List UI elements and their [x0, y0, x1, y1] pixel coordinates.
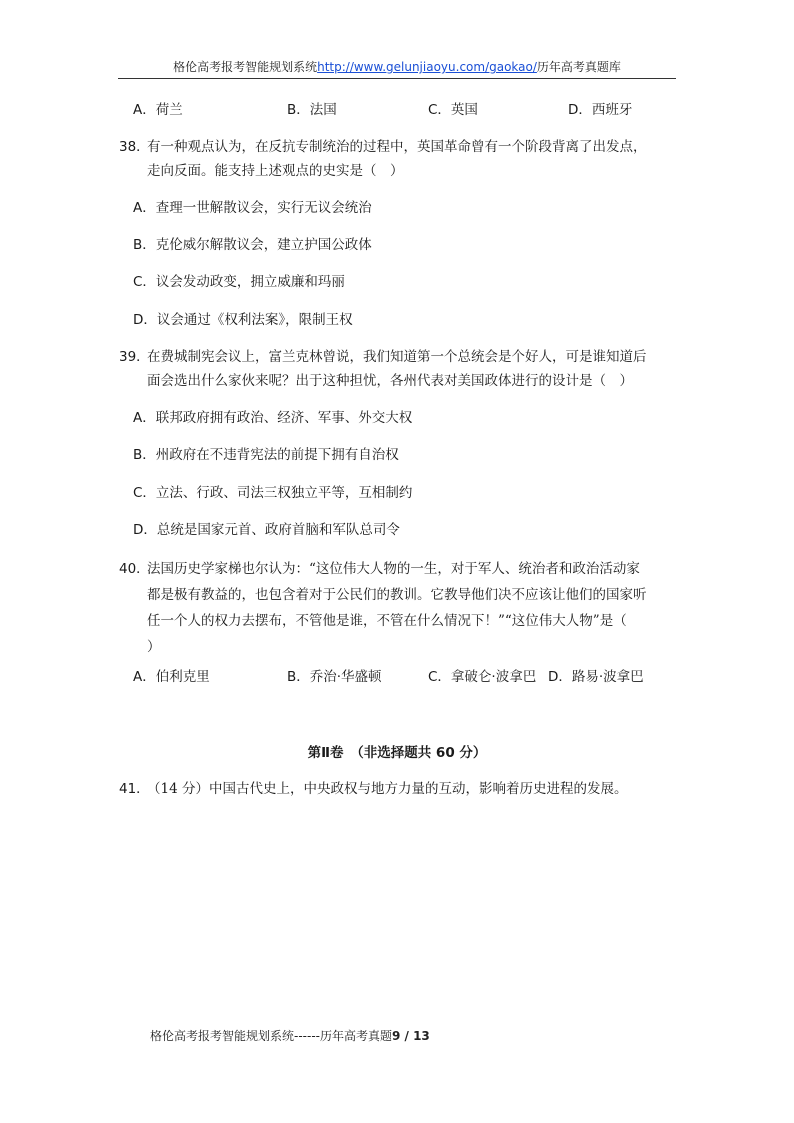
q37-option-b: B．法国	[287, 102, 337, 118]
q39-option-d: D．总统是国家元首、政府首脑和军队总司令	[133, 522, 400, 538]
page-footer	[150, 1027, 430, 1044]
page-header	[118, 58, 676, 75]
q37-option-a: A．荷兰	[133, 102, 183, 118]
q39-option-a: A．联邦政府拥有政治、经济、军事、外交大权	[133, 410, 413, 426]
q38-option-c: C．议会发动政变，拥立威廉和玛丽	[133, 274, 345, 290]
q40-option-b: B．乔治·华盛顿	[287, 669, 382, 685]
q38-option-b: B．克伦威尔解散议会，建立护国公政体	[133, 237, 372, 253]
question-number: 39．	[119, 349, 150, 365]
question-stem-line-2: 走向反面。能支持上述观点的史实是（ ）	[147, 163, 404, 179]
q40-option-d: D．路易·波拿巴	[548, 669, 644, 685]
question-stem-line-1: 有一种观点认为，在反抗专制统治的过程中，英国革命曾有一个阶段背离了出发点，	[147, 139, 647, 155]
question-number: 40．	[119, 561, 150, 577]
q38-option-d: D．议会通过《权利法案》，限制王权	[133, 312, 353, 328]
question-stem-line-2: 面会选出什么家伙来呢？出于这种担忧，各州代表对美国政体进行的设计是（ ）	[147, 373, 633, 389]
footer-text: 格伦高考报考智能规划系统------历年高考真题	[150, 1029, 392, 1043]
question-stem-line-2: 都是极有教益的，也包含着对于公民们的教训。它教导他们决不应该让他们的国家听	[147, 587, 647, 603]
q39-option-b: B．州政府在不违背宪法的前提下拥有自治权	[133, 447, 399, 463]
header-prefix: 格伦高考报考智能规划系统	[173, 60, 318, 74]
question-stem-line-3: 任一个人的权力去摆布，不管他是谁，不管在什么情况下！”“这位伟大人物”是（	[147, 613, 627, 629]
header-link[interactable]: http://www.gelunjiaoyu.com/gaokao/	[317, 60, 537, 74]
section-title: 第Ⅱ卷 （非选择题共 60 分）	[307, 745, 487, 761]
question-stem-line-4: ）	[147, 639, 161, 655]
header-divider	[118, 78, 676, 79]
q40-option-a: A．伯利克里	[133, 669, 210, 685]
q37-option-c: C．英国	[428, 102, 478, 118]
question-number: 41．	[119, 781, 150, 797]
q37-option-d: D．西班牙	[568, 102, 633, 118]
q38-option-a: A．查理一世解散议会，实行无议会统治	[133, 200, 372, 216]
question-stem: （14 分）中国古代史上，中央政权与地方力量的互动，影响着历史进程的发展。	[147, 781, 628, 797]
q40-option-c: C．拿破仑·波拿巴	[428, 669, 537, 685]
question-stem-line-1: 在费城制宪会议上，富兰克林曾说，我们知道第一个总统会是个好人，可是谁知道后	[147, 349, 647, 365]
question-39	[119, 345, 679, 393]
question-41	[119, 777, 679, 801]
q39-option-c: C．立法、行政、司法三权独立平等，互相制约	[133, 485, 413, 501]
question-number: 38．	[119, 139, 150, 155]
question-40	[119, 556, 679, 660]
header-suffix: 历年高考真题库	[536, 60, 621, 74]
page-number: 9 / 13	[391, 1029, 430, 1043]
question-stem-line-1: 法国历史学家梯也尔认为：“这位伟大人物的一生，对于军人、统治者和政治活动家	[147, 561, 640, 577]
question-38	[119, 135, 679, 183]
